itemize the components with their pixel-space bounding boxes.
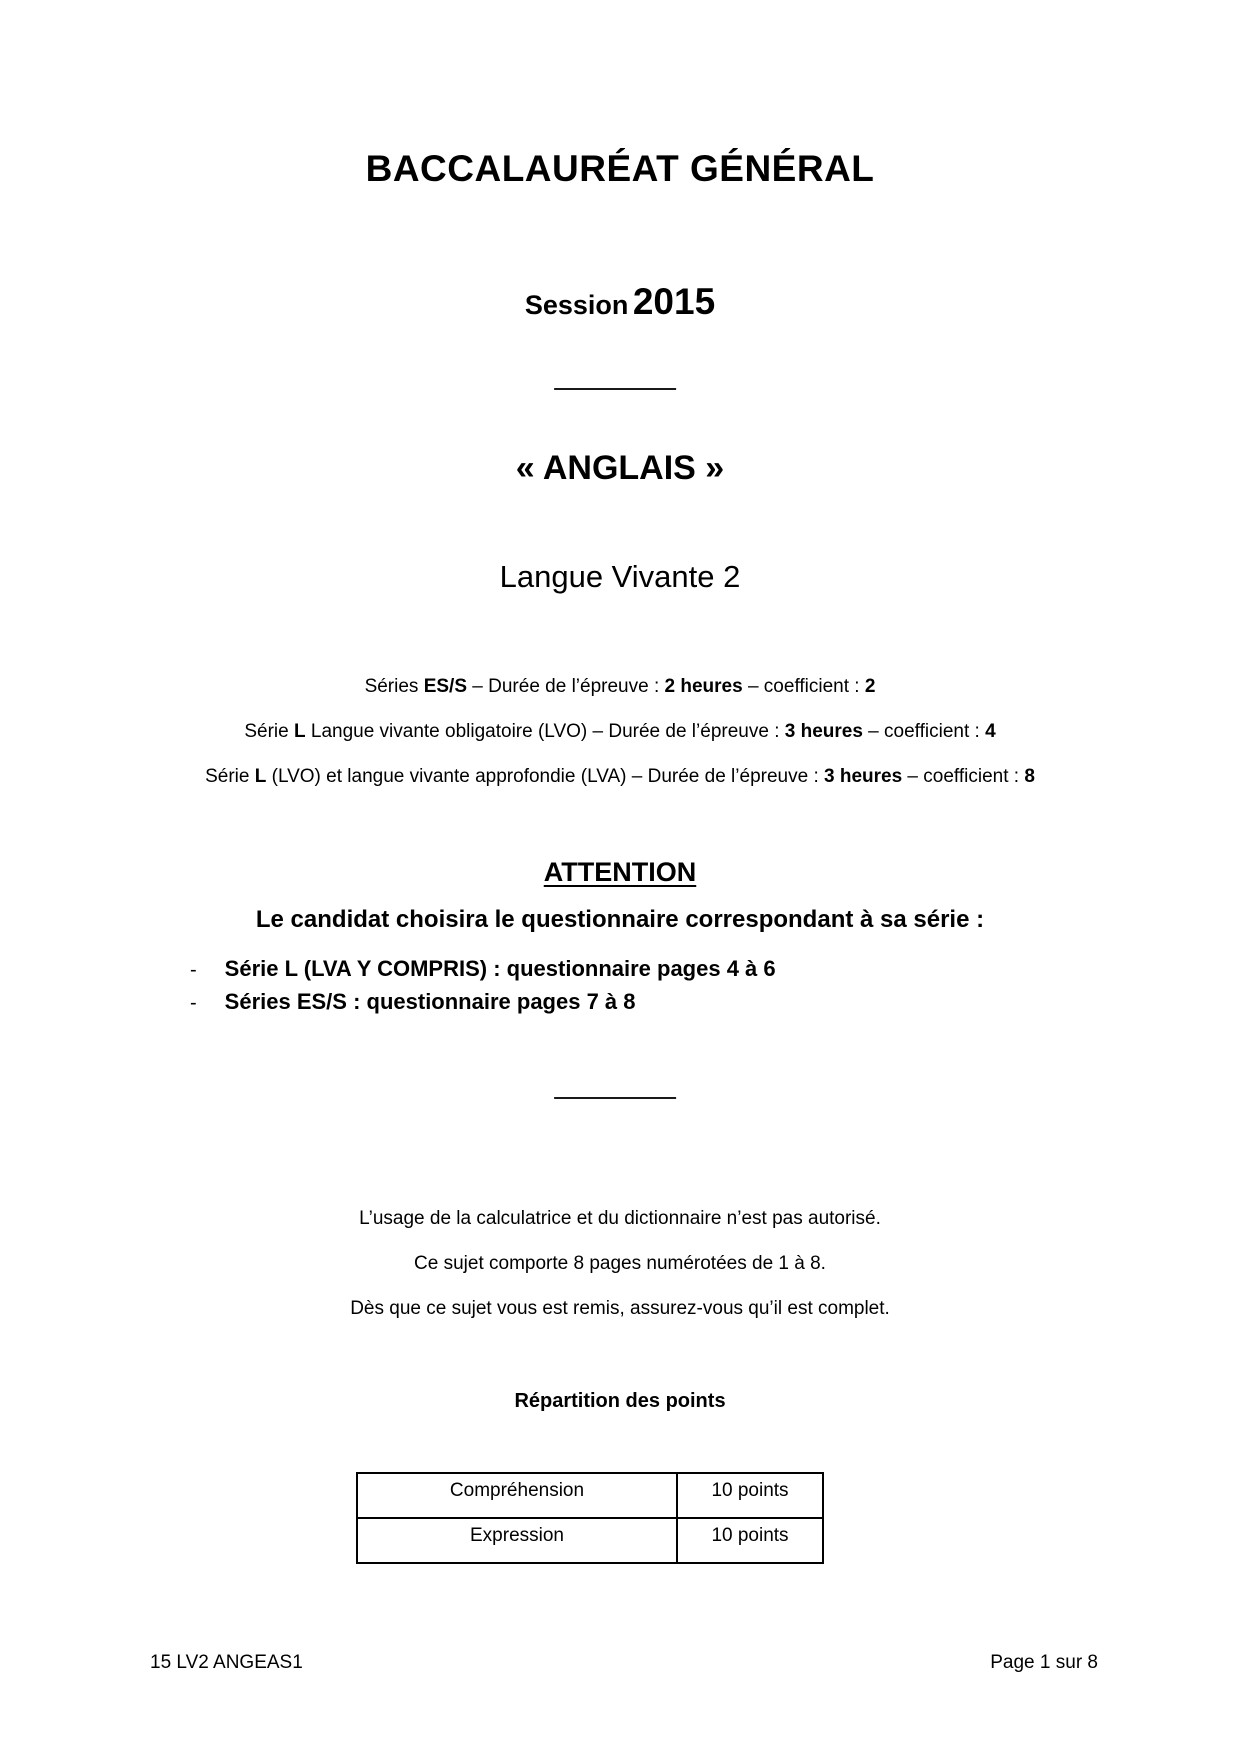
- series-line-l-lva: Série L (LVO) et langue vivante approfondie (LVA) – Durée de l’épreuve : 3 heures – coefficient : 8: [205, 766, 1035, 787]
- points-row-label: Expression: [357, 1518, 677, 1563]
- bullet-text-series-es-s: Séries ES/S : questionnaire pages 7 à 8: [224, 989, 636, 1014]
- document-title: BACCALAURÉAT GÉNÉRAL: [365, 148, 875, 189]
- series-line-es-s: Séries ES/S – Durée de l’épreuve : 2 heures – coefficient : 2: [364, 676, 876, 697]
- separator-line: [554, 1097, 676, 1099]
- points-row-label: Compréhension: [357, 1473, 677, 1518]
- table-row: [357, 1473, 823, 1518]
- footer-page-number: Page 1 sur 8: [990, 1652, 1098, 1673]
- notice-calculator: L’usage de la calculatrice et du dictionnaire n’est pas autorisé.: [359, 1208, 881, 1229]
- session-line: [0, 281, 1240, 323]
- language-level: Langue Vivante 2: [499, 559, 741, 594]
- points-table: [356, 1472, 824, 1564]
- series-line-l-lvo: Série L Langue vivante obligatoire (LVO) – Durée de l’épreuve : 3 heures – coefficient : 4: [244, 721, 996, 742]
- footer-reference: 15 LV2 ANGEAS1: [150, 1652, 303, 1673]
- separator-line: [554, 388, 676, 390]
- page-footer: [150, 1652, 1098, 1674]
- series-info-block: [0, 664, 1240, 799]
- bullet-text-serie-l: Série L (LVA Y COMPRIS) : questionnaire pages 4 à 6: [224, 956, 776, 981]
- list-item: [190, 986, 776, 1019]
- table-row: [357, 1518, 823, 1563]
- points-row-value: 10 points: [677, 1473, 823, 1518]
- bullet-dash: -: [190, 992, 197, 1014]
- session-year: 2015: [632, 281, 716, 322]
- attention-heading: ATTENTION: [543, 857, 697, 887]
- session-label: Session: [524, 290, 629, 320]
- notices-block: [0, 1196, 1240, 1331]
- points-heading: Répartition des points: [514, 1390, 726, 1412]
- bullet-dash: -: [190, 959, 197, 981]
- points-row-value: 10 points: [677, 1518, 823, 1563]
- list-item: [190, 953, 776, 986]
- notice-check-complete: Dès que ce sujet vous est remis, assurez-vous qu’il est complet.: [350, 1298, 890, 1319]
- subject-title: « ANGLAIS »: [515, 449, 725, 487]
- notice-page-count: Ce sujet comporte 8 pages numérotées de 1 à 8.: [414, 1253, 826, 1274]
- attention-intro: Le candidat choisira le questionnaire correspondant à sa série :: [255, 906, 985, 933]
- attention-bullet-list: [190, 953, 776, 1019]
